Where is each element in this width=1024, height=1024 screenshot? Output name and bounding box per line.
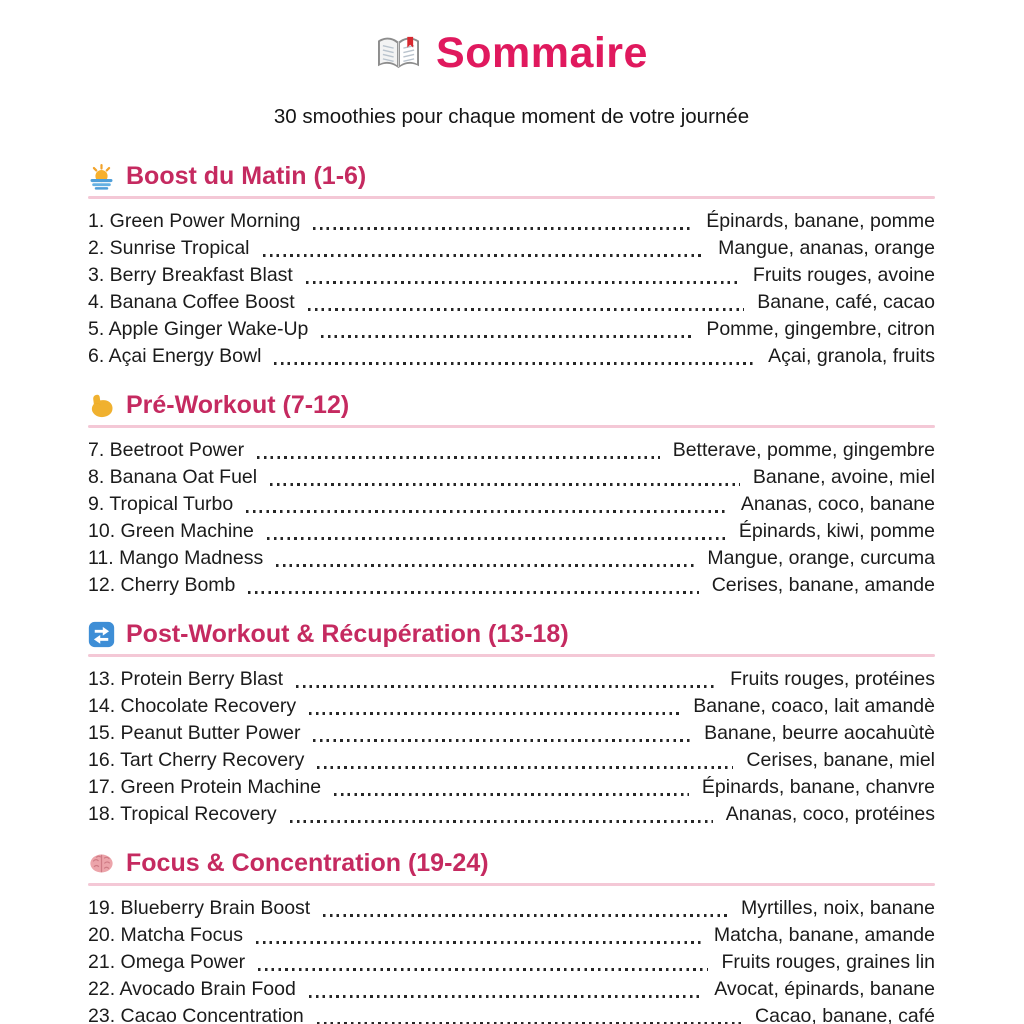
- recipe-ingredients: Cerises, banane, amande: [711, 574, 935, 596]
- section-divider: [88, 883, 935, 886]
- recipe-name: 23. Cacao Concentration: [88, 1005, 304, 1024]
- toc-row: [88, 801, 935, 828]
- flexed-biceps-icon: [88, 392, 115, 419]
- section-title: Boost du Matin (1-6): [126, 162, 367, 190]
- recipe-name: 3. Berry Breakfast Blast: [88, 264, 293, 286]
- recipe-name: 15. Peanut Butter Power: [88, 722, 301, 744]
- recipe-ingredients: Épinards, kiwi, pomme: [738, 520, 935, 542]
- section-title: Pré-Workout (7-12): [126, 391, 350, 419]
- toc-row: [88, 491, 935, 518]
- toc-row: [88, 262, 935, 289]
- dot-leader: [321, 335, 693, 338]
- recipe-ingredients: Fruits rouges, graines lin: [721, 951, 935, 973]
- toc-row: [88, 343, 935, 370]
- recipe-ingredients: Banane, coaco, lait amandè: [693, 695, 935, 717]
- dot-leader: [263, 254, 706, 257]
- dot-leader: [313, 227, 693, 230]
- section-header: [88, 390, 935, 420]
- recipe-ingredients: Ananas, coco, protéines: [725, 803, 935, 825]
- dot-leader: [270, 483, 740, 486]
- recipe-ingredients: Cacao, banane, café: [755, 1005, 935, 1024]
- sunrise-icon: [88, 163, 115, 190]
- toc-row: [88, 545, 935, 572]
- recipe-ingredients: Cerises, banane, miel: [746, 749, 935, 771]
- recipe-name: 5. Apple Ginger Wake-Up: [88, 318, 309, 340]
- recipe-ingredients: Épinards, banane, pomme: [706, 210, 935, 232]
- recipe-ingredients: Matcha, banane, amande: [713, 924, 935, 946]
- recipe-ingredients: Pomme, gingembre, citron: [706, 318, 935, 340]
- toc-row: [88, 316, 935, 343]
- toc-row: [88, 666, 935, 693]
- section-focus-concentration: [88, 848, 935, 1024]
- section-post-workout: [88, 619, 935, 828]
- recipe-name: 9. Tropical Turbo: [88, 493, 234, 515]
- recipe-ingredients: Mangue, orange, curcuma: [707, 547, 935, 569]
- toc-row: [88, 1003, 935, 1024]
- dot-leader: [274, 362, 755, 365]
- page-title-row: [88, 29, 935, 77]
- recipe-ingredients: Fruits rouges, avoine: [752, 264, 935, 286]
- recipe-ingredients: Açai, granola, fruits: [768, 345, 935, 367]
- section-title: Focus & Concentration (19-24): [126, 849, 489, 877]
- recipe-name: 4. Banana Coffee Boost: [88, 291, 295, 313]
- toc-list: [88, 895, 935, 1024]
- recipe-name: 22. Avocado Brain Food: [88, 978, 296, 1000]
- recipe-name: 10. Green Machine: [88, 520, 254, 542]
- toc-row: [88, 922, 935, 949]
- recipe-ingredients: Banane, avoine, miel: [752, 466, 935, 488]
- section-header: [88, 848, 935, 878]
- dot-leader: [246, 510, 728, 513]
- toc-row: [88, 895, 935, 922]
- open-book-icon: [375, 33, 422, 74]
- toc-row: [88, 949, 935, 976]
- dot-leader: [290, 820, 713, 823]
- page-subtitle: 30 smoothies pour chaque moment de votre journée: [273, 105, 750, 128]
- dot-leader: [267, 537, 726, 540]
- dot-leader: [306, 281, 740, 284]
- recipe-name: 21. Omega Power: [88, 951, 246, 973]
- recipe-ingredients: Banane, café, cacao: [757, 291, 935, 313]
- dot-leader: [308, 308, 744, 311]
- dot-leader: [296, 685, 717, 688]
- recipe-name: 1. Green Power Morning: [88, 210, 301, 232]
- section-divider: [88, 654, 935, 657]
- toc-list: [88, 666, 935, 828]
- section-divider: [88, 196, 935, 199]
- recipe-ingredients: Mangue, ananas, orange: [718, 237, 935, 259]
- toc-row: [88, 518, 935, 545]
- page-title: Sommaire: [436, 29, 648, 77]
- recipe-name: 11. Mango Madness: [88, 547, 264, 569]
- recipe-name: 19. Blueberry Brain Boost: [88, 897, 311, 919]
- recipe-name: 8. Banana Oat Fuel: [88, 466, 258, 488]
- swap-arrows-icon: [88, 621, 115, 648]
- recipe-ingredients: Ananas, coco, banane: [740, 493, 935, 515]
- section-header: [88, 619, 935, 649]
- dot-leader: [317, 766, 733, 769]
- recipe-name: 18. Tropical Recovery: [88, 803, 277, 825]
- dot-leader: [309, 995, 701, 998]
- section-divider: [88, 425, 935, 428]
- toc-row: [88, 464, 935, 491]
- toc-row: [88, 720, 935, 747]
- recipe-ingredients: Fruits rouges, protéines: [730, 668, 935, 690]
- toc-row: [88, 774, 935, 801]
- section-pre-workout: [88, 390, 935, 599]
- toc-row: [88, 208, 935, 235]
- toc-row: [88, 437, 935, 464]
- recipe-name: 7. Beetroot Power: [88, 439, 245, 461]
- dot-leader: [334, 793, 689, 796]
- recipe-name: 2. Sunrise Tropical: [88, 237, 250, 259]
- recipe-ingredients: Banane, beurre aocahuùtè: [704, 722, 935, 744]
- dot-leader: [323, 914, 728, 917]
- dot-leader: [248, 591, 698, 594]
- recipe-name: 16. Tart Cherry Recovery: [88, 749, 305, 771]
- recipe-ingredients: Épinards, banane, chanvre: [701, 776, 935, 798]
- recipe-ingredients: Betterave, pomme, gingembre: [672, 439, 935, 461]
- toc-row: [88, 235, 935, 262]
- recipe-name: 14. Chocolate Recovery: [88, 695, 297, 717]
- dot-leader: [258, 968, 708, 971]
- recipe-name: 17. Green Protein Machine: [88, 776, 322, 798]
- toc-row: [88, 747, 935, 774]
- dot-leader: [256, 941, 701, 944]
- recipe-name: 12. Cherry Bomb: [88, 574, 236, 596]
- toc-row: [88, 976, 935, 1003]
- dot-leader: [276, 564, 694, 567]
- recipe-ingredients: Avocat, épinards, banane: [714, 978, 935, 1000]
- recipe-name: 20. Matcha Focus: [88, 924, 243, 946]
- dot-leader: [313, 739, 691, 742]
- dot-leader: [309, 712, 680, 715]
- toc-row: [88, 289, 935, 316]
- recipe-name: 6. Açai Energy Bowl: [88, 345, 262, 367]
- toc-row: [88, 693, 935, 720]
- dot-leader: [257, 456, 660, 459]
- section-title: Post-Workout & Récupération (13-18): [126, 620, 569, 648]
- brain-icon: [88, 850, 115, 877]
- section-boost-du-matin: [88, 161, 935, 370]
- recipe-name: 13. Protein Berry Blast: [88, 668, 284, 690]
- toc-list: [88, 208, 935, 370]
- toc-list: [88, 437, 935, 599]
- recipe-ingredients: Myrtilles, noix, banane: [740, 897, 935, 919]
- toc-row: [88, 572, 935, 599]
- section-header: [88, 161, 935, 191]
